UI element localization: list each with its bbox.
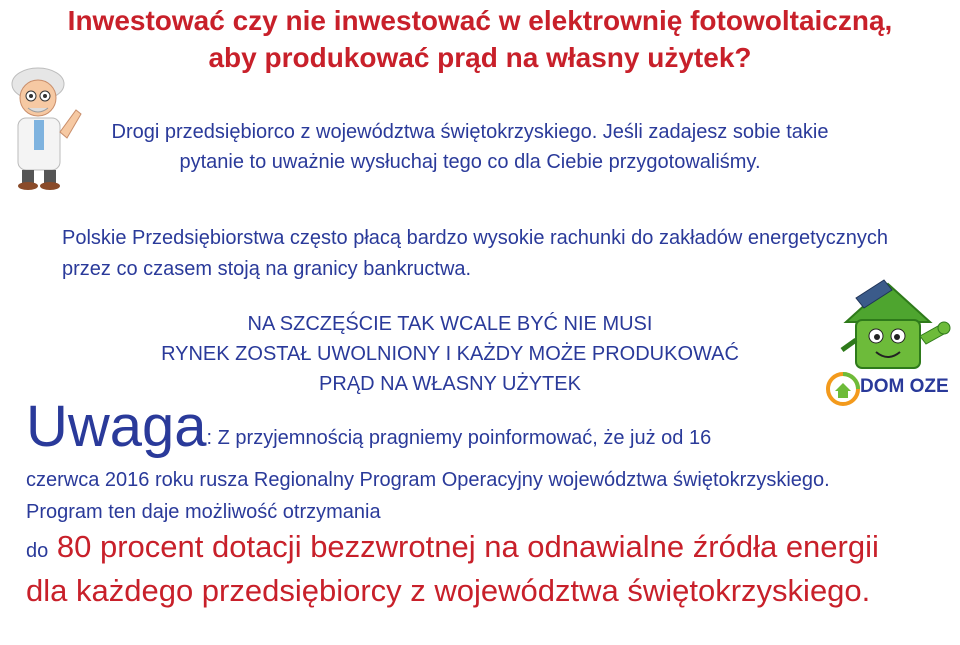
grant-prefix: do [26, 540, 49, 562]
grant-text: 80 procent dotacji bezzwrotnej na odnawialne źródła energii dla każdego przedsiębiorcy z województwa świętokrzyskiego. [26, 529, 879, 608]
highlight-block [90, 309, 810, 399]
professor-mascot-icon [0, 62, 90, 192]
highlight-line-1: NA SZCZĘŚCIE TAK WCALE BYĆ NIE MUSI [247, 313, 653, 335]
logo-text: DOM OZE [860, 376, 949, 397]
highlight-line-3: PRĄD NA WŁASNY UŻYTEK [319, 373, 581, 395]
highlight-line-2: RYNEK ZOSTAŁ UWOLNIONY I KAŻDY MOŻE PRODUKOWAĆ [161, 343, 739, 365]
intro-paragraph: Drogi przedsiębiorco z województwa świętokrzyskiego. Jeśli zadajesz sobie takie pytanie to uważnie wysłuchaj tego co dla Ciebie przygotowaliśmy. [111, 121, 829, 173]
notice-label: Uwaga [26, 394, 207, 459]
notice-line [26, 394, 856, 459]
program-paragraph: czerwca 2016 roku rusza Regionalny Program Operacyjny województwa świętokrzyskiego. Program ten daje możliwość otrzymania [26, 469, 830, 523]
notice-text: : Z przyjemnością pragniemy poinformować, że już od 16 [206, 427, 712, 449]
page-title: Inwestować czy nie inwestować w elektrownię fotowoltaiczną, aby produkować prąd na własny użytek? [67, 5, 893, 73]
green-house-mascot-icon [826, 276, 956, 376]
problem-paragraph: Polskie Przedsiębiorstwa często płacą bardzo wysokie rachunki do zakładów energetycznych przez co czasem stoją na granicy bankructwa. [62, 227, 888, 280]
grant-statement [26, 527, 906, 610]
